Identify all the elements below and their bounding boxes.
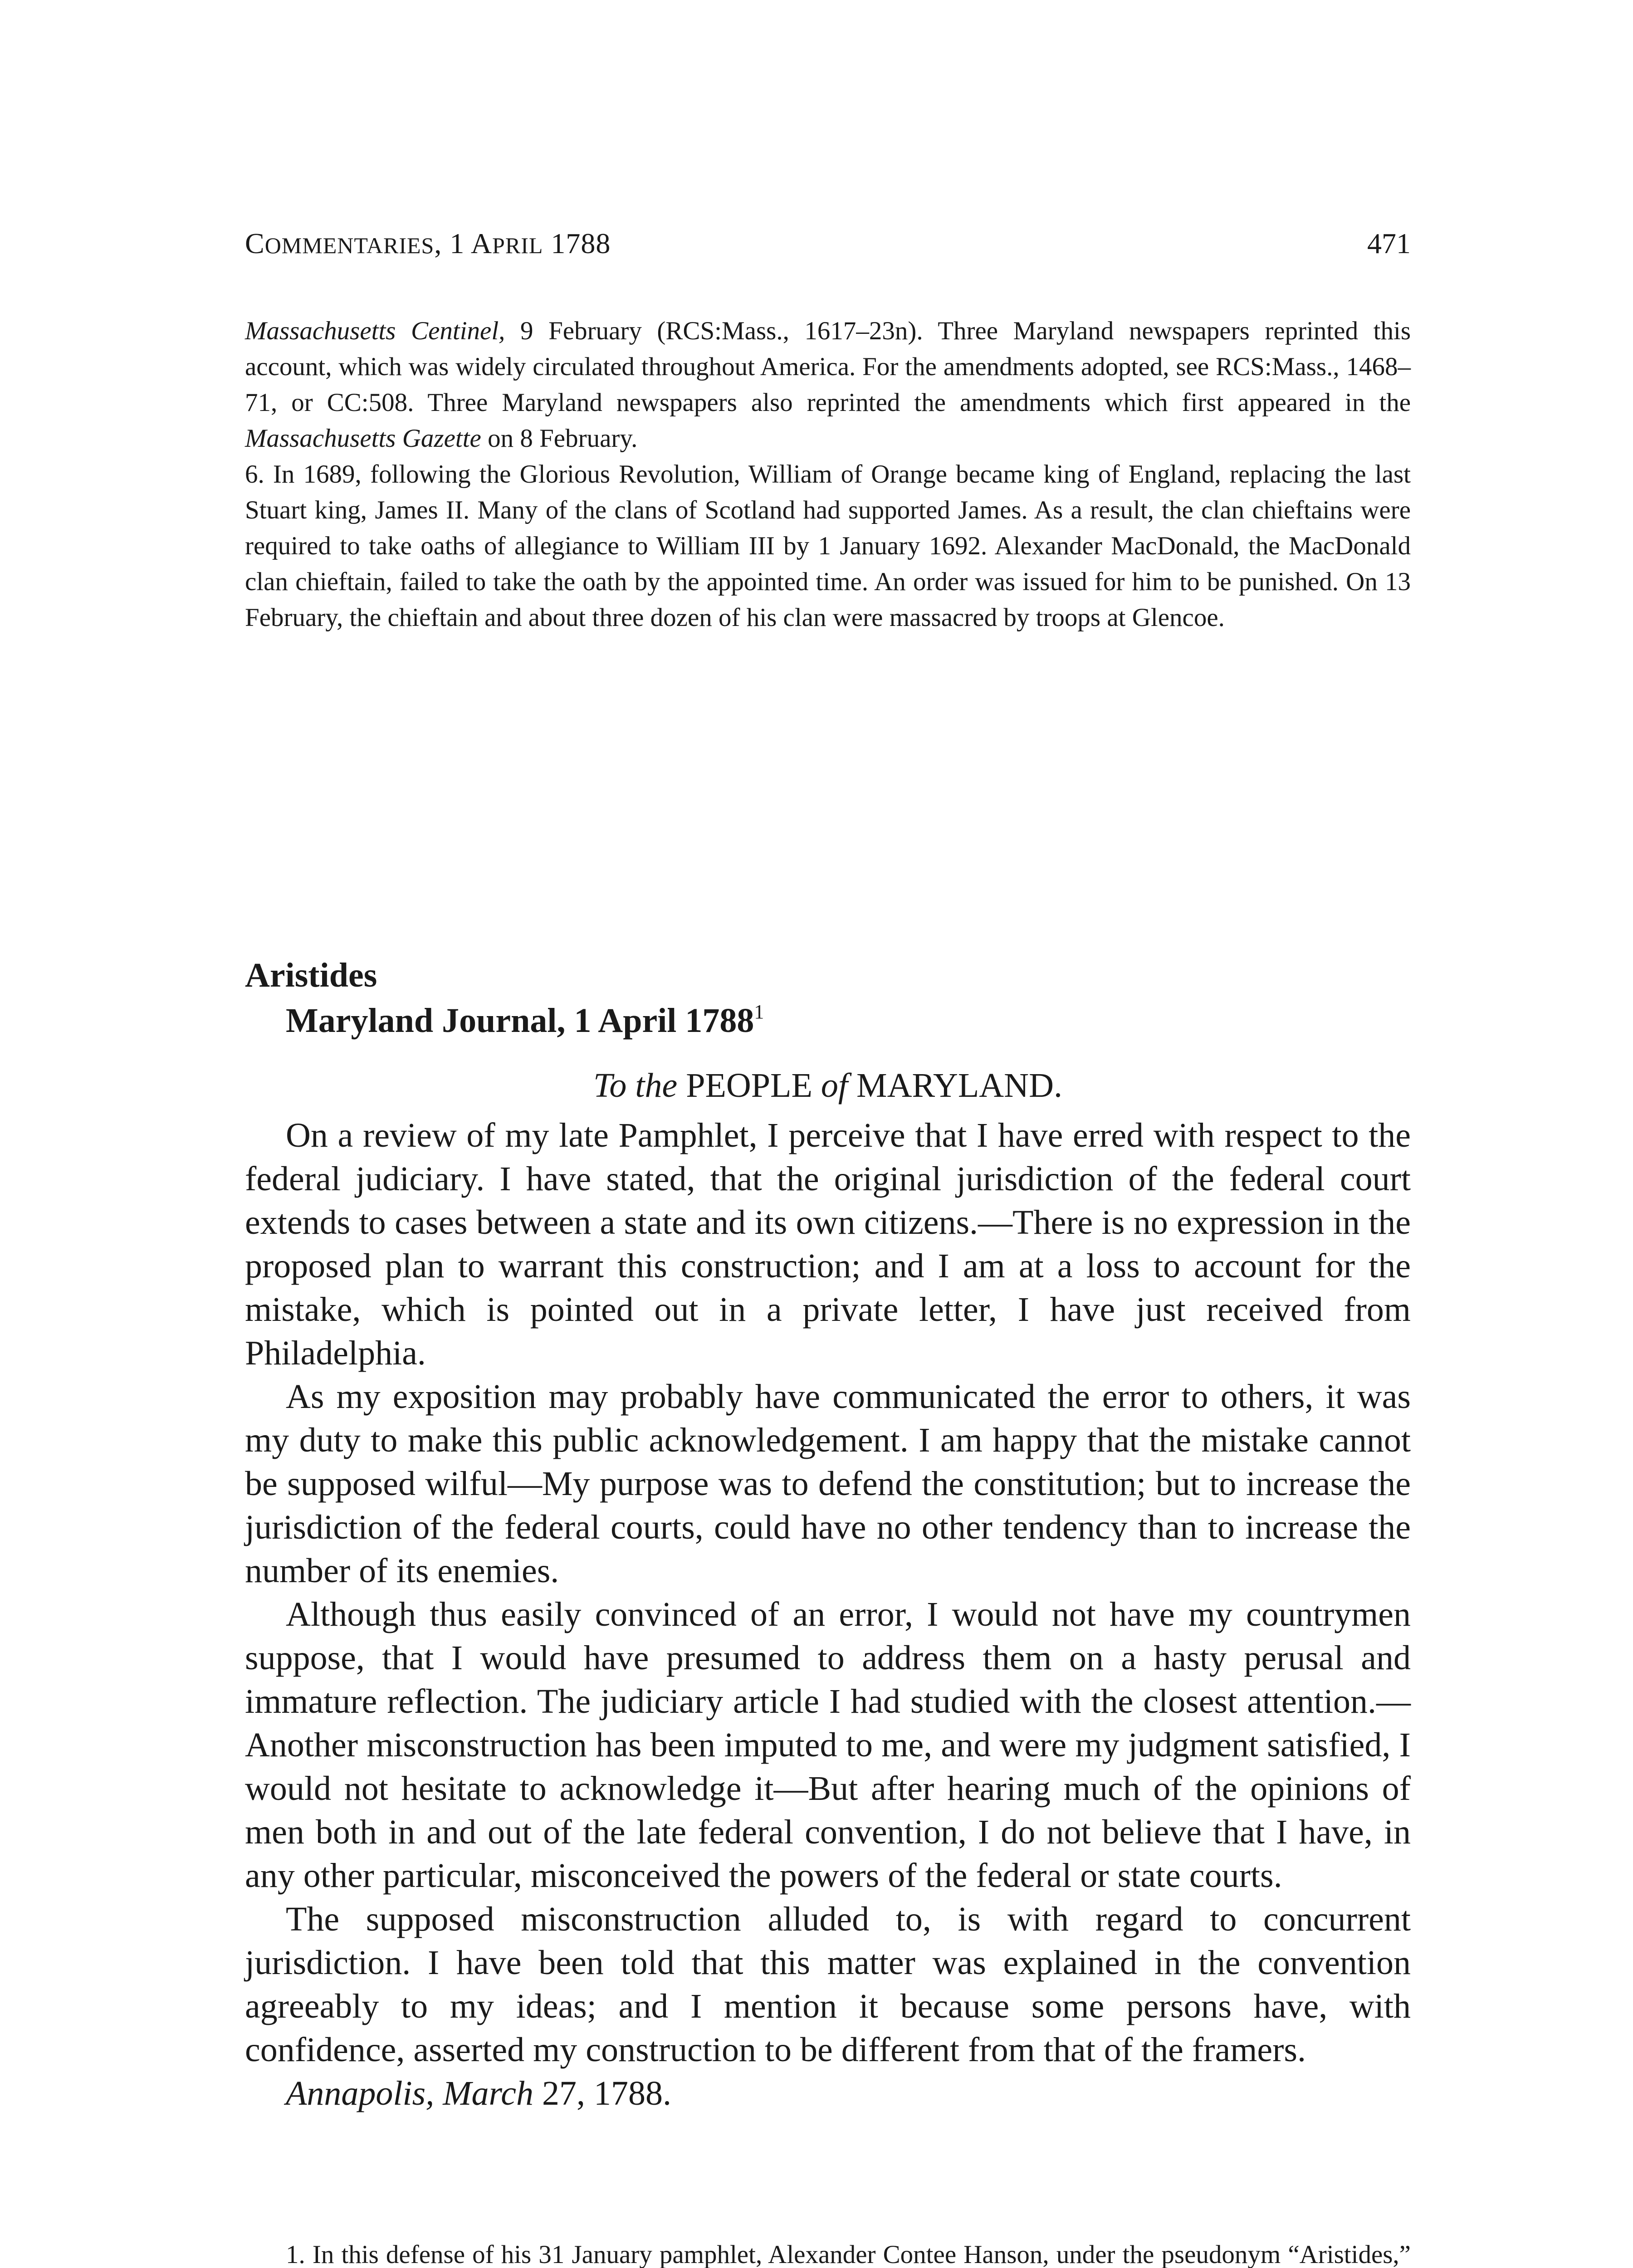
letter-body: [245, 1114, 1411, 2115]
footnote-ref: 1: [754, 1001, 764, 1023]
continued-footnotes: [245, 313, 1411, 635]
footnote-5-continued: Massachusetts Centinel, 9 February (RCS:Mass., 1617–23n). Three Maryland newspapers reprinted this account, which was widely circulated throughout America. For the amendments adopted, see RCS:Mass., 1468–71, or CC:508. Three Maryland newspapers also reprinted the amendments which first appeared in the Massachusetts Gazette on 8 February.: [245, 317, 1411, 453]
body-paragraph-1: On a review of my late Pamphlet, I perceive that I have erred with respect to the federal judiciary. I have stated, that the original jurisdiction of the federal court extends to cases between a state and its own citizens.—There is no expression in the proposed plan to warrant this construction; and I am at a loss to account for the mistake, which is pointed out in a private letter, I have just received from Philadelphia.: [245, 1116, 1411, 1372]
footnote-1: 1. In this defense of his 31 January pamphlet, Alexander Contee Hanson, under the pseudonym “Aristides,”: [286, 2240, 1411, 2268]
salutation: To the PEOPLE of MARYLAND.: [593, 1066, 1062, 1105]
entry-author: Aristides: [245, 956, 377, 994]
document-page: [245, 227, 1411, 2268]
running-title: COMMENTARIES, 1 APRIL 1788: [245, 227, 611, 259]
running-head: [245, 227, 1411, 268]
body-paragraph-4: The supposed misconstruction alluded to, is with regard to concurrent jurisdiction. I have been told that this matter was explained in the convention agreeably to my ideas; and I mention it because some persons have, with confidence, asserted my construction to be different from that of the framers.: [245, 1900, 1411, 2069]
entry-source: Maryland Journal, 1 April 1788$^1$: [286, 1001, 764, 1040]
dateline: Annapolis, March 27, 1788.: [286, 2074, 672, 2112]
entry-heading: [245, 953, 1411, 1043]
body-paragraph-2: As my exposition may probably have communicated the error to others, it was my duty to make this public acknowledgement. I am happy that the mistake cannot be supposed wilful—My purpose was to defend the constitution; but to increase the jurisdiction of the federal courts, could have no other tendency than to increase the number of its enemies.: [245, 1378, 1411, 1590]
body-paragraph-3: Although thus easily convinced of an error, I would not have my countrymen suppose, that I would have presumed to address them on a hasty perusal and immature reflection. The judiciary article I had studied with the closest attention.—Another misconstruction has been imputed to me, and were my judgment satisfied, I would not hesitate to acknowledge it—But after hearing much of the opinions of men both in and out of the late federal convention, I do not believe that I have, in any other particular, misconceived the powers of the federal or state courts.: [245, 1595, 1411, 1895]
footnote-6: 6. In 1689, following the Glorious Revolution, William of Orange became king of England, replacing the last Stuart king, James II. Many of the clans of Scotland had supported James. As a result, the clan chieftains were required to take oaths of allegiance to William III by 1 January 1692. Alexander MacDonald, the MacDonald clan chieftain, failed to take the oath by the appointed time. An order was issued for him to be punished. On 13 February, the chieftain and about three dozen of his clan were massacred by troops at Glencoe.: [245, 460, 1411, 632]
page-number: 471: [1367, 227, 1411, 259]
